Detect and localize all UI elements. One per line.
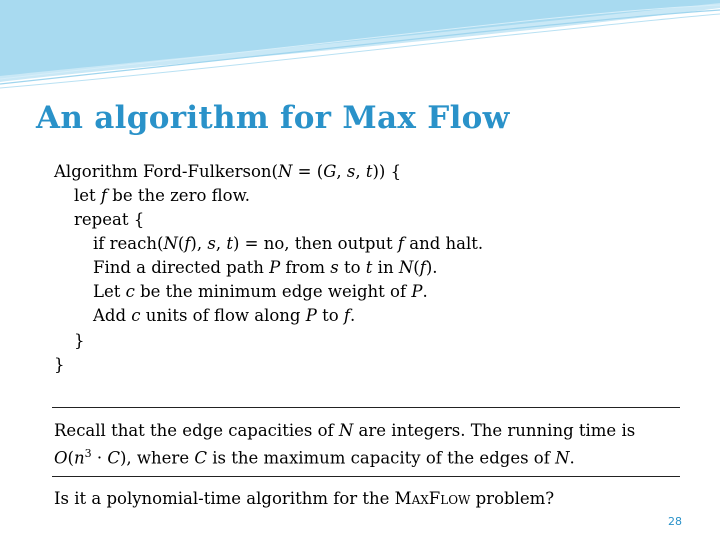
math-f: f (184, 234, 191, 253)
text: Add (93, 306, 132, 325)
recall-line-2 (54, 444, 575, 469)
math-exponent: 3 (84, 447, 92, 460)
text: . (350, 306, 356, 325)
text: Let (93, 282, 126, 301)
text: let (74, 186, 101, 205)
math-f: f (419, 258, 426, 277)
text: . (422, 282, 428, 301)
math-s: s (207, 234, 216, 253)
algorithm-line-let (74, 186, 250, 206)
math-f: f (397, 234, 405, 253)
text: ), where (119, 448, 195, 468)
text: Find a directed path (93, 258, 270, 277)
algorithm-line-add (93, 306, 355, 326)
math-N: N (398, 258, 414, 277)
math-N: N (338, 421, 354, 440)
algorithm-close-brace: } (54, 355, 65, 374)
math-P: P (269, 258, 281, 277)
swoosh-band (0, 0, 720, 76)
text: is the maximum capacity of the edges of (206, 448, 556, 468)
math-N: N (163, 234, 178, 253)
text: and halt. (404, 234, 484, 253)
algorithm-line-repeat (74, 210, 144, 230)
text: be the minimum edge weight of (134, 282, 412, 301)
math-G: G (323, 162, 337, 181)
text: ( (67, 448, 74, 468)
slide-title: An algorithm for Max Flow (36, 100, 510, 136)
text: to (316, 306, 344, 325)
algorithm-header (54, 162, 401, 182)
math-text: , (336, 162, 347, 181)
text: ), (190, 234, 208, 253)
text: ( (177, 234, 185, 253)
math-s: s (330, 258, 339, 277)
algorithm-line-let-c (93, 282, 428, 302)
math-t: t (365, 162, 373, 181)
divider-bottom (52, 476, 680, 477)
math-text: )) { (372, 162, 402, 181)
header-swoosh-decoration (0, 0, 720, 95)
math-P: P (305, 306, 317, 325)
text: . (569, 448, 575, 468)
math-c: c (125, 282, 135, 301)
text: if reach( (93, 234, 164, 253)
math-N: N (555, 448, 570, 468)
math-s: s (346, 162, 356, 181)
maxflow-term: MaxFlow (394, 489, 471, 508)
text: ) = no, then output (232, 234, 398, 253)
text: repeat { (74, 210, 145, 229)
text: · (91, 448, 108, 468)
text: in (372, 258, 399, 277)
math-c: c (131, 306, 141, 325)
text: Recall that the edge capacities of (54, 421, 339, 440)
text: ). (425, 258, 438, 277)
text: problem? (470, 489, 555, 508)
divider-top (52, 407, 680, 408)
math-O: O (54, 448, 68, 468)
text: , (215, 234, 227, 253)
text: to (338, 258, 366, 277)
recall-line-1 (54, 421, 635, 441)
text: ( (413, 258, 420, 277)
math-C: C (107, 448, 120, 468)
question-line (54, 489, 554, 509)
math-C: C (194, 448, 207, 468)
page-number: 28 (668, 515, 682, 528)
algorithm-close-repeat: } (74, 331, 85, 350)
math-N: N (277, 162, 293, 181)
text: from (280, 258, 331, 277)
text: Is it a polynomial-time algorithm for the (54, 489, 395, 508)
math-f: f (100, 186, 108, 205)
algorithm-keyword: Algorithm Ford-Fulkerson( (54, 162, 278, 181)
text: be the zero flow. (107, 186, 250, 205)
text: are integers. The running time is (353, 421, 636, 440)
math-n: n (73, 448, 85, 468)
math-t: t (226, 234, 233, 253)
algorithm-line-find (93, 258, 438, 278)
math-P: P (411, 282, 423, 301)
math-t: t (365, 258, 373, 277)
math-text: = ( (292, 162, 324, 181)
algorithm-line-if (93, 234, 483, 254)
math-f: f (343, 306, 351, 325)
math-text: , (355, 162, 366, 181)
text: units of flow along (140, 306, 306, 325)
